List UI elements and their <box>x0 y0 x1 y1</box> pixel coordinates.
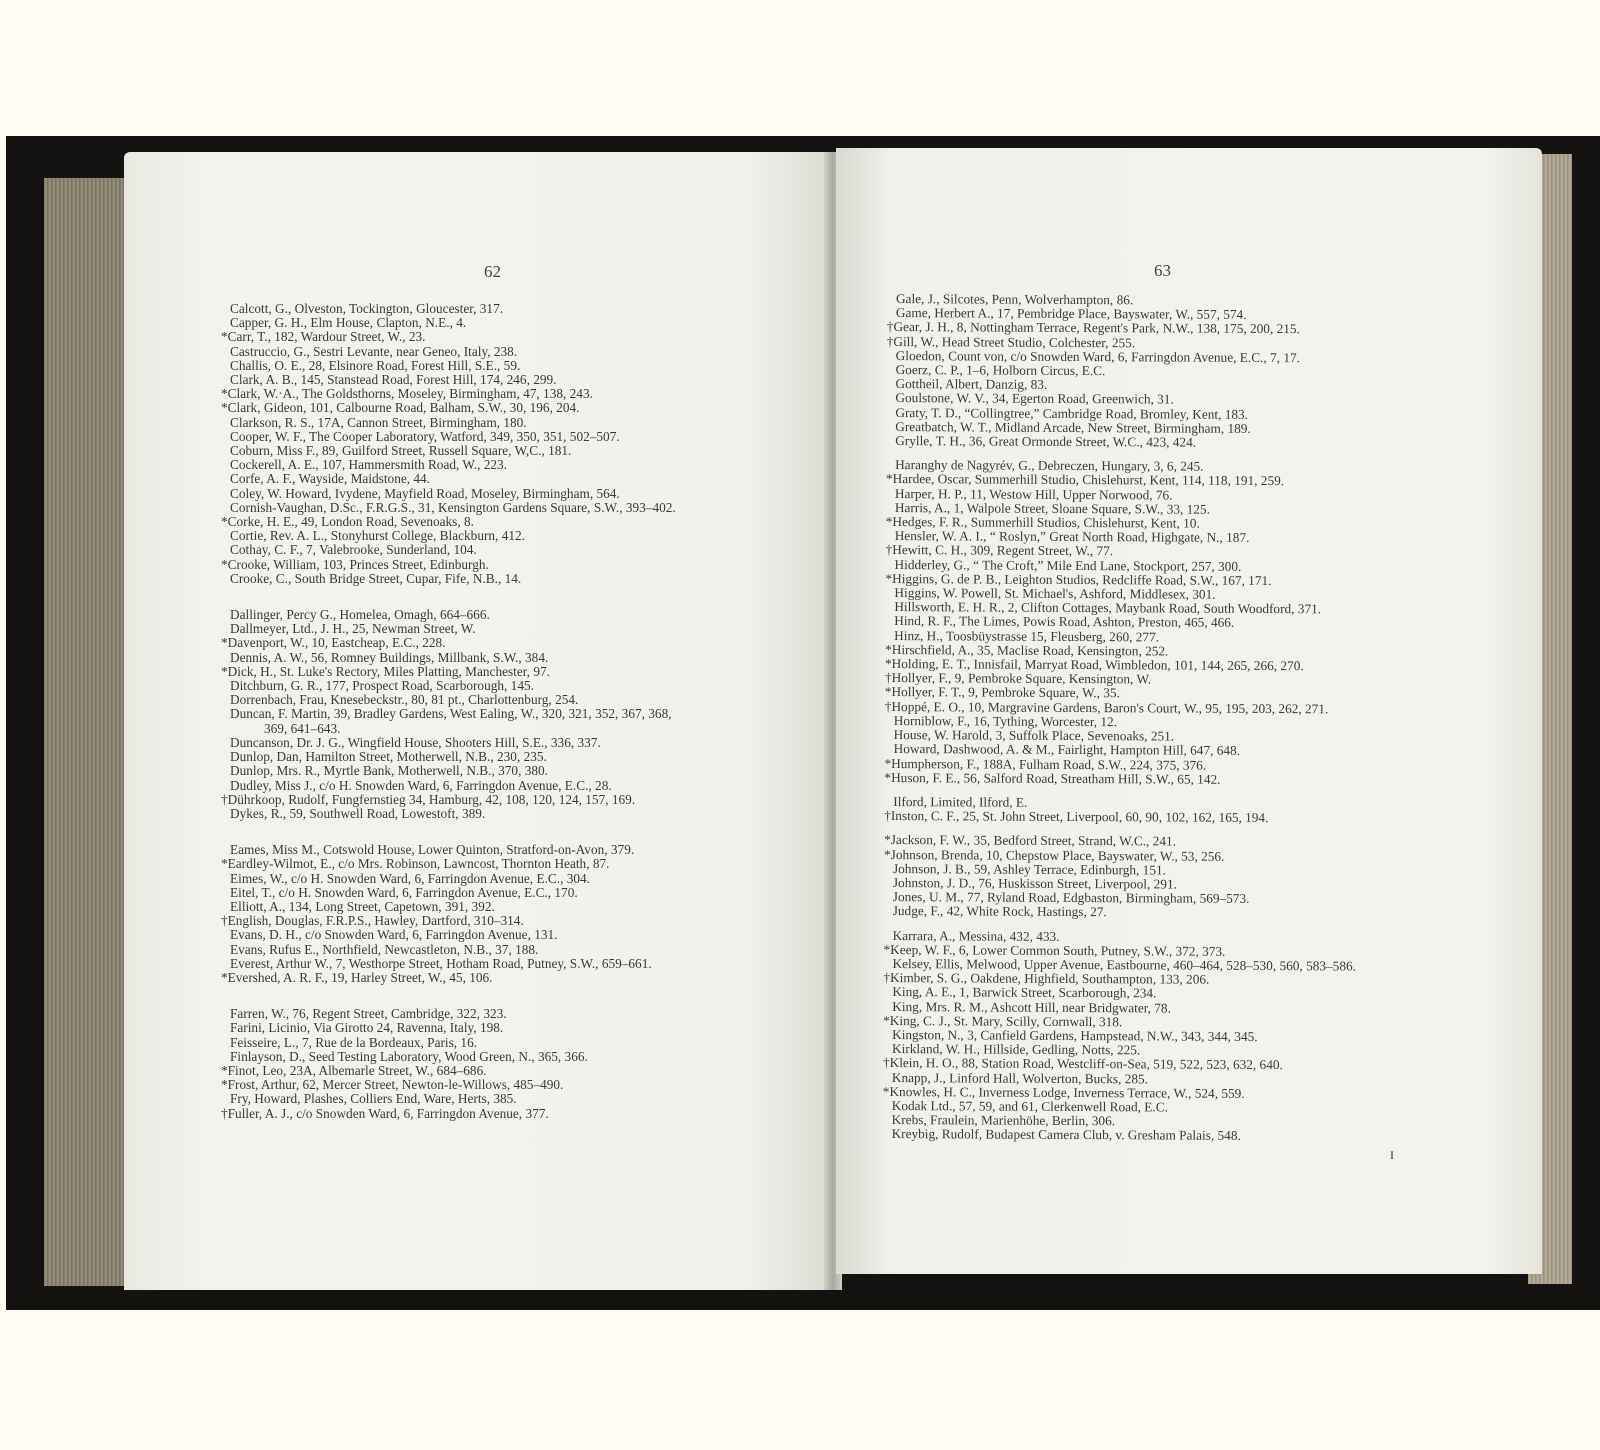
directory-entry: Finlayson, D., Seed Testing Laboratory, Wood Green, N., 365, 366. <box>230 1048 588 1064</box>
directory-entry: *Hirschfield, A., 35, Maclise Road, Kensington, 252. <box>885 641 1169 659</box>
directory-entry: Goerz, C. P., 1–6, Holborn Circus, E.C. <box>895 362 1106 379</box>
directory-entry: Dudley, Miss J., c/o H. Snowden Ward, 6, Farringdon Avenue, E.C., 28. <box>230 777 612 793</box>
directory-entry: House, W. Harold, 3, Suffolk Place, Sevenoaks, 251. <box>893 727 1175 744</box>
directory-entry: Grylle, T. H., 36, Great Ormonde Street, W.C., 423, 424. <box>895 433 1197 450</box>
left-page <box>124 152 830 1290</box>
directory-entry: Challis, O. E., 28, Elsinore Road, Forest Hill, S.E., 59. <box>230 357 521 373</box>
directory-entry: Coley, W. Howard, Ivydene, Mayfield Road, Moseley, Birmingham, 564. <box>230 485 620 501</box>
directory-entry: Gloedon, Count von, c/o Snowden Ward, 6, Farringdon Avenue, E.C., 7, 17. <box>895 347 1301 365</box>
directory-entry: *Hardee, Oscar, Summerhill Studio, Chislehurst, Kent, 114, 118, 191, 259. <box>885 471 1285 489</box>
directory-entry: Karrara, A., Messina, 432, 433. <box>892 927 1060 944</box>
directory-entry: Clark, A. B., 145, Stanstead Road, Forest Hill, 174, 246, 299. <box>230 372 557 388</box>
directory-entry: Hillsworth, E. H. R., 2, Clifton Cottages, Maybank Road, South Woodford, 371. <box>894 599 1322 617</box>
directory-entry: Cockerell, A. E., 107, Hammersmith Road, W., 223. <box>230 457 507 473</box>
directory-entry: Knapp, J., Linford Hall, Wolverton, Bucks, 285. <box>891 1069 1149 1086</box>
directory-entry: *Clark, W.·A., The Goldsthorns, Moseley, Birmingham, 47, 138, 243. <box>221 386 593 402</box>
directory-entry: †Hollyer, F., 9, Pembroke Square, Kensington, W. <box>884 670 1152 687</box>
directory-entry: *Evershed, A. R. F., 19, Harley Street, W., 45, 106. <box>221 969 493 985</box>
directory-entry: Eimes, W., c/o H. Snowden Ward, 6, Farringdon Avenue, E.C., 304. <box>230 870 591 886</box>
right-page <box>836 148 1542 1274</box>
directory-entry: Fry, Howard, Plashes, Colliers End, Ware, Herts, 385. <box>230 1091 517 1107</box>
directory-entry: King, Mrs. R. M., Ashcott Hill, near Bridgwater, 78. <box>892 998 1171 1016</box>
directory-entry: *Jackson, F. W., 35, Bedford Street, Strand, W.C., 241. <box>884 832 1177 849</box>
directory-entry: Capper, G. H., Elm House, Clapton, N.E., 4. <box>230 315 467 331</box>
directory-entry: Horniblow, F., 16, Tything, Worcester, 12. <box>893 712 1118 730</box>
directory-entry: Hensler, W. A. I., “ Roslyn,” Great North Road, Highgate, N., 187. <box>894 528 1250 546</box>
directory-entry: Dennis, A. W., 56, Romney Buildings, Millbank, S.W., 384. <box>230 649 549 665</box>
directory-entry: Hind, R. F., The Limes, Powis Road, Ashton, Preston, 465, 466. <box>894 613 1235 631</box>
directory-entry: Graty, T. D., “Collingtree,” Cambridge Road, Bromley, Kent, 183. <box>895 404 1249 422</box>
directory-entry: *Johnson, Brenda, 10, Chepstow Place, Bayswater, W., 53, 256. <box>884 846 1225 864</box>
directory-entry: *Dick, H., St. Luke's Rectory, Miles Platting, Manchester, 97. <box>221 663 550 679</box>
directory-entry: Elliott, A., 134, Long Street, Capetown, 391, 392. <box>230 898 495 914</box>
signature-mark: I <box>1390 1148 1394 1162</box>
directory-list <box>882 292 1538 1145</box>
directory-entry: Judge, F., 42, White Rock, Hastings, 27. <box>892 903 1107 920</box>
directory-entry: *Carr, T., 182, Wardour Street, W., 23. <box>221 329 426 345</box>
directory-entry: *Corke, H. E., 49, London Road, Sevenoaks, 8. <box>221 514 474 530</box>
directory-entry: Krebs, Fraulein, Marienhöhe, Berlin, 306. <box>891 1112 1116 1129</box>
page-edges-left <box>44 178 136 1286</box>
directory-entry: Evans, D. H., c/o Snowden Ward, 6, Farringdon Avenue, 131. <box>230 927 558 943</box>
directory-entry: Cothay, C. F., 7, Valebrooke, Sunderland, 104. <box>230 542 477 558</box>
directory-entry: Kelsey, Ellis, Melwood, Upper Avenue, Eastbourne, 460–464, 528–530, 560, 583–586. <box>892 955 1357 974</box>
directory-entry: Clarkson, R. S., 17A, Cannon Street, Birmingham, 180. <box>230 414 527 430</box>
directory-entry: Evans, Rufus E., Northfield, Newcastleton, N.B., 37, 188. <box>230 941 539 957</box>
directory-entry: Corfe, A. F., Wayside, Maidstone, 44. <box>230 471 431 487</box>
directory-entry: †Klein, H. O., 88, Station Road, Westcliff-on-Sea, 519, 522, 523, 632, 640. <box>882 1055 1283 1073</box>
directory-entry: 369, 641–643. <box>264 720 341 736</box>
directory-entry: *Holding, E. T., Innisfail, Marryat Road, Wimbledon, 101, 144, 265, 266, 270. <box>885 656 1304 674</box>
directory-entry: Dunlop, Mrs. R., Myrtle Bank, Motherwell, N.B., 370, 380. <box>230 763 549 779</box>
directory-entry: *Humpherson, F., 188A, Fulham Road, S.W., 224, 375, 376. <box>884 755 1207 773</box>
directory-entry: Eames, Miss M., Cotswold House, Lower Quinton, Stratford-on-Avon, 379. <box>230 842 635 858</box>
directory-entry: †Gear, J. H., 8, Nottingham Terrace, Regent's Park, N.W., 138, 175, 200, 215. <box>886 319 1300 337</box>
directory-entry: Higgins, W. Powell, St. Michael's, Ashford, Middlesex, 301. <box>894 585 1216 602</box>
directory-entry: Duncanson, Dr. J. G., Wingfield House, Shooters Hill, S.E., 336, 337. <box>230 734 601 750</box>
directory-entry: Game, Herbert A., 17, Pembridge Place, Bayswater, W., 557, 574. <box>895 305 1247 323</box>
directory-entry: †Hewitt, C. H., 309, Regent Street, W., 77. <box>885 542 1114 559</box>
directory-entry: *Finot, Leo, 23A, Albemarle Street, W., 684–686. <box>221 1062 487 1078</box>
directory-entry: Crooke, C., South Bridge Street, Cupar, Fife, N.B., 14. <box>230 570 522 586</box>
directory-entry: Cooper, W. F., The Cooper Laboratory, Watford, 349, 350, 351, 502–507. <box>230 428 620 444</box>
directory-entry: Johnston, J. D., 76, Huskisson Street, Liverpool, 291. <box>892 874 1177 892</box>
directory-entry: *Higgins, G. de P. B., Leighton Studios, Redcliffe Road, S.W., 167, 171. <box>885 570 1272 588</box>
directory-entry: Gale, J., Silcotes, Penn, Wolverhampton, 86. <box>895 291 1134 308</box>
directory-entry: Kodak Ltd., 57, 59, and 61, Clerkenwell Road, E.C. <box>891 1098 1169 1115</box>
directory-entry: Everest, Arthur W., 7, Westhorpe Street, Hotham Road, Putney, S.W., 659–661. <box>230 955 652 971</box>
directory-entry: Hinz, H., Toosbüystrasse 15, Fleusberg, 260, 277. <box>894 627 1160 645</box>
directory-entry: †English, Douglas, F.R.P.S., Hawley, Dartford, 310–314. <box>221 913 524 929</box>
directory-entry: †Kimber, S. G., Oakdene, Highfield, Southampton, 133, 206. <box>883 970 1210 987</box>
directory-entry: Farini, Licinio, Via Girotto 24, Ravenna, Italy, 198. <box>230 1020 504 1036</box>
directory-entry: Johnson, J. B., 59, Ashley Terrace, Edinburgh, 151. <box>892 860 1167 878</box>
directory-entry: Calcott, G., Olveston, Tockington, Gloucester, 317. <box>230 301 504 316</box>
directory-entry: Harper, H. P., 11, Westow Hill, Upper Norwood, 76. <box>894 485 1173 503</box>
directory-entry: Jones, U. M., 77, Ryland Road, Edgbaston, Birmingham, 569–573. <box>892 889 1250 907</box>
directory-entry: Feisseire, L., 7, Rue de la Bordeaux, Paris, 16. <box>230 1034 478 1050</box>
directory-entry: Kingston, N., 3, Canfield Gardens, Hampstead, N.W., 343, 344, 345. <box>892 1026 1258 1044</box>
directory-entry: Dykes, R., 59, Southwell Road, Lowestoft, 389. <box>230 805 486 821</box>
directory-entry: *Clark, Gideon, 101, Calbourne Road, Balham, S.W., 30, 196, 204. <box>221 400 580 416</box>
directory-entry: *Hollyer, F. T., 9, Pembroke Square, W., 35. <box>884 684 1120 701</box>
directory-entry: *Eardley-Wilmot, E., c/o Mrs. Robinson, Lawncost, Thornton Heath, 87. <box>221 856 610 872</box>
directory-entry: Ditchburn, G. R., 177, Prospect Road, Scarborough, 145. <box>230 678 534 694</box>
directory-entry: *King, C. J., St. Mary, Scilly, Cornwall, 318. <box>883 1012 1123 1029</box>
page-number: 63 <box>1154 261 1171 280</box>
directory-entry: Castruccio, G., Sestri Levante, near Geneo, Italy, 238. <box>230 343 518 359</box>
directory-entry: Howard, Dashwood, A. & M., Fairlight, Hampton Hill, 647, 648. <box>893 741 1241 759</box>
directory-entry: Goulstone, W. V., 34, Egerton Road, Greenwich, 31. <box>895 390 1174 407</box>
directory-entry: †Inston, C. F., 25, St. John Street, Liverpool, 60, 90, 102, 162, 165, 194. <box>884 808 1269 826</box>
directory-entry: Farren, W., 76, Regent Street, Cambridge, 322, 323. <box>230 1006 507 1022</box>
directory-entry: *Knowles, H. C., Inverness Lodge, Inverness Terrace, W., 524, 559. <box>882 1083 1245 1101</box>
directory-entry: Harris, A., 1, Walpole Street, Sloane Square, S.W., 33, 125. <box>894 499 1210 517</box>
directory-entry: *Frost, Arthur, 62, Mercer Street, Newton-le-Willows, 485–490. <box>221 1077 564 1093</box>
directory-entry: Eitel, T., c/o H. Snowden Ward, 6, Farringdon Avenue, E.C., 170. <box>230 884 578 900</box>
directory-entry: Kirkland, W. H., Hillside, Gedling, Notts, 225. <box>891 1041 1141 1058</box>
directory-entry: *Davenport, W., 10, Eastcheap, E.C., 228. <box>221 635 446 651</box>
directory-entry: Dorrenbach, Frau, Knesebeckstr., 80, 81 pt., Charlottenburg, 254. <box>230 692 579 708</box>
directory-entry: †Hoppé, E. O., 10, Margravine Gardens, Baron's Court, W., 95, 195, 203, 262, 271. <box>884 698 1329 717</box>
directory-entry: Dallinger, Percy G., Homelea, Omagh, 664–666. <box>230 607 490 623</box>
directory-entry: *Hedges, F. R., Summerhill Studios, Chislehurst, Kent, 10. <box>885 514 1200 531</box>
open-book <box>6 136 1600 1310</box>
directory-entry: Dunlop, Dan, Hamilton Street, Motherwell, N.B., 230, 235. <box>230 749 547 765</box>
directory-entry: *Huson, F. E., 56, Salford Road, Streatham Hill, S.W., 65, 142. <box>884 769 1221 787</box>
directory-entry: Cornish-Vaughan, D.Sc., F.R.G.S., 31, Kensington Gardens Square, S.W., 393–402. <box>230 499 676 515</box>
directory-entry: †Fuller, A. J., c/o Snowden Ward, 6, Farringdon Avenue, 377. <box>221 1105 549 1121</box>
directory-entry: Greatbatch, W. T., Midland Arcade, New Street, Birmingham, 189. <box>895 418 1251 436</box>
directory-entry: *Crooke, William, 103, Princes Street, Edinburgh. <box>221 556 489 572</box>
directory-entry: Hidderley, G., “ The Croft,” Mile End Lane, Stockport, 257, 300. <box>894 556 1242 574</box>
directory-entry: Dallmeyer, Ltd., J. H., 25, Newman Street, W. <box>230 621 476 637</box>
directory-entry: King, A. E., 1, Barwick Street, Scarborough, 234. <box>892 984 1157 1001</box>
directory-entry: Cortie, Rev. A. L., Stonyhurst College, Blackburn, 412. <box>230 528 525 544</box>
directory-entry: Duncan, F. Martin, 39, Bradley Gardens, West Ealing, W., 320, 321, 352, 367, 368, <box>230 706 672 722</box>
directory-entry: *Keep, W. F., 6, Lower Common South, Putney, S.W., 372, 373. <box>883 941 1226 959</box>
directory-entry: Coburn, Miss F., 89, Guilford Street, Russell Square, W,C., 181. <box>230 443 572 459</box>
page-number: 62 <box>484 262 501 281</box>
directory-entry: †Gill, W., Head Street Studio, Colchester, 255. <box>886 333 1136 350</box>
directory-entry: Gottheil, Albert, Danzig, 83. <box>895 376 1048 393</box>
directory-list <box>220 302 820 1121</box>
directory-entry: Kreybig, Rudolf, Budapest Camera Club, v. Gresham Palais, 548. <box>891 1126 1241 1144</box>
directory-entry: Haranghy de Nagyrév, G., Debreczen, Hungary, 3, 6, 245. <box>895 457 1204 474</box>
directory-entry: †Dührkoop, Rudolf, Fungfernstieg 34, Hamburg, 42, 108, 120, 124, 157, 169. <box>221 791 636 807</box>
directory-entry: Ilford, Limited, Ilford, E. <box>893 793 1028 810</box>
